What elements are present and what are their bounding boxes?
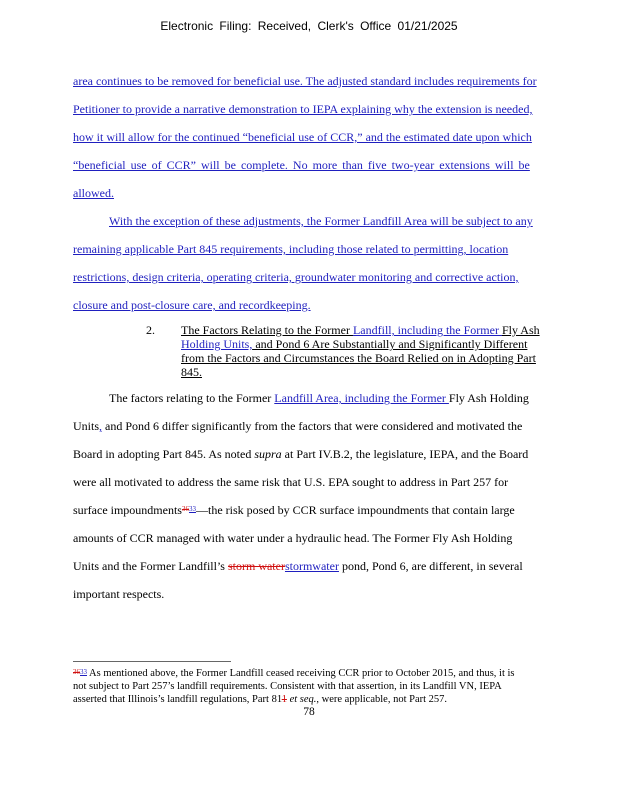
- footnote-line-1-text: As mentioned above, the Former Landfill ceased receiving CCR prior to October 2015, and thus, it is: [87, 668, 515, 679]
- para3-line-1-ins: Landfill Area, including the Former: [274, 391, 449, 405]
- para3-line-1-c: Fly Ash Holding: [448, 391, 529, 405]
- para3-line-2-ins: ,: [99, 419, 103, 433]
- para3-line-2-a: Units: [73, 419, 100, 433]
- heading-line-1: [181, 323, 540, 337]
- footnote-et-seq: et seq.: [286, 694, 317, 705]
- heading-line-3: from the Factors and Circumstances the Board Relied on in Adopting Part: [181, 351, 536, 365]
- para3-line-7-b: pond, Pond 6, are different, in several: [338, 559, 523, 573]
- para2-line-3: restrictions, design criteria, operating criteria, groundwater monitoring and corrective action,: [73, 270, 519, 284]
- para3-line-3: [73, 447, 528, 461]
- heading-number: 2.: [146, 323, 155, 337]
- para3-line-2: [73, 419, 522, 433]
- para3-line-1: [109, 391, 529, 405]
- para2-line-4: closure and post-closure care, and recordkeeping.: [73, 298, 311, 312]
- para3-supra: supra: [254, 447, 282, 461]
- para3-line-5: [73, 503, 515, 517]
- para3-line-5-b: —the risk posed by CCR surface impoundments that contain large: [195, 503, 515, 517]
- heading-line-2-ins: Holding Units,: [181, 337, 253, 351]
- para3-line-3-b: at Part IV.B.2, the legislature, IEPA, and the Board: [281, 447, 529, 461]
- heading-line-1-c: Fly Ash: [501, 323, 540, 337]
- para2-line-2: remaining applicable Part 845 requirements, including those related to permitting, location: [73, 242, 509, 256]
- footnote-line-2: not subject to Part 257’s landfill requirements. Consistent with that assertion, in its Landfill VN, IEPA: [73, 681, 502, 692]
- para3-line-7: [73, 559, 523, 573]
- heading-line-1-a: The Factors Relating to the Former: [181, 323, 353, 337]
- filing-header: Electronic Filing: Received, Clerk's Office 01/21/2025: [160, 19, 458, 33]
- footnote-separator: [73, 661, 231, 662]
- footnote-line-1: [73, 667, 543, 680]
- para3-line-4: were all motivated to address the same risk that U.S. EPA sought to address in Part 257 for: [73, 475, 509, 489]
- heading-line-2: [181, 337, 527, 351]
- footnote-ref-inserted[interactable]: 33: [188, 505, 196, 513]
- footnote-mark-deleted: 36: [73, 668, 80, 676]
- para3-line-3-a: Board in adopting Part 845. As noted: [73, 447, 255, 461]
- heading-line-1-ins: Landfill, including the Former: [352, 323, 502, 337]
- para1-line-2: Petitioner to provide a narrative demonstration to IEPA explaining why the extension is needed,: [73, 102, 533, 116]
- para3-line-1-a: The factors relating to the Former: [109, 391, 275, 405]
- para3-line-6: amounts of CCR managed with water under a hydraulic head. The Former Fly Ash Holding: [73, 531, 513, 545]
- footnote-line-3-b: , were applicable, not Part 257.: [316, 694, 448, 705]
- footnote-mark-inserted: 33: [80, 668, 87, 676]
- para1-line-4: “beneficial use of CCR” will be complete. No more than five two-year extensions will be: [73, 158, 530, 172]
- para1-line-5: allowed.: [73, 186, 114, 200]
- para3-line-8: important respects.: [73, 587, 165, 601]
- para1-line-1: area continues to be removed for beneficial use. The adjusted standard includes requirements for: [73, 74, 537, 88]
- heading-line-4: 845.: [181, 365, 202, 379]
- heading-line-2-b: and Pond 6 Are Substantially and Significantly Different: [252, 337, 528, 351]
- para3-line-2-c: and Pond 6 differ significantly from the factors that were considered and motivated the: [102, 419, 523, 433]
- footnote-line-3: [73, 693, 543, 706]
- para2-line-1: With the exception of these adjustments, the Former Landfill Area will be subject to any: [109, 214, 533, 228]
- para1-line-3: how it will allow for the continued “beneficial use of CCR,” and the estimated date upon which: [73, 130, 532, 144]
- deleted-storm-water: storm water: [227, 559, 285, 573]
- inserted-stormwater: stormwater: [284, 559, 339, 573]
- footnote-line-3-a: asserted that Illinois’s landfill regulations, Part 81: [73, 694, 282, 705]
- footnote-deleted-digit: 1: [281, 694, 287, 705]
- page-number: 78: [303, 706, 315, 718]
- footnote-ref-deleted[interactable]: 36: [181, 505, 189, 513]
- para3-line-7-a: Units and the Former Landfill’s: [73, 559, 228, 573]
- para3-line-5-a: surface impoundments: [73, 503, 182, 517]
